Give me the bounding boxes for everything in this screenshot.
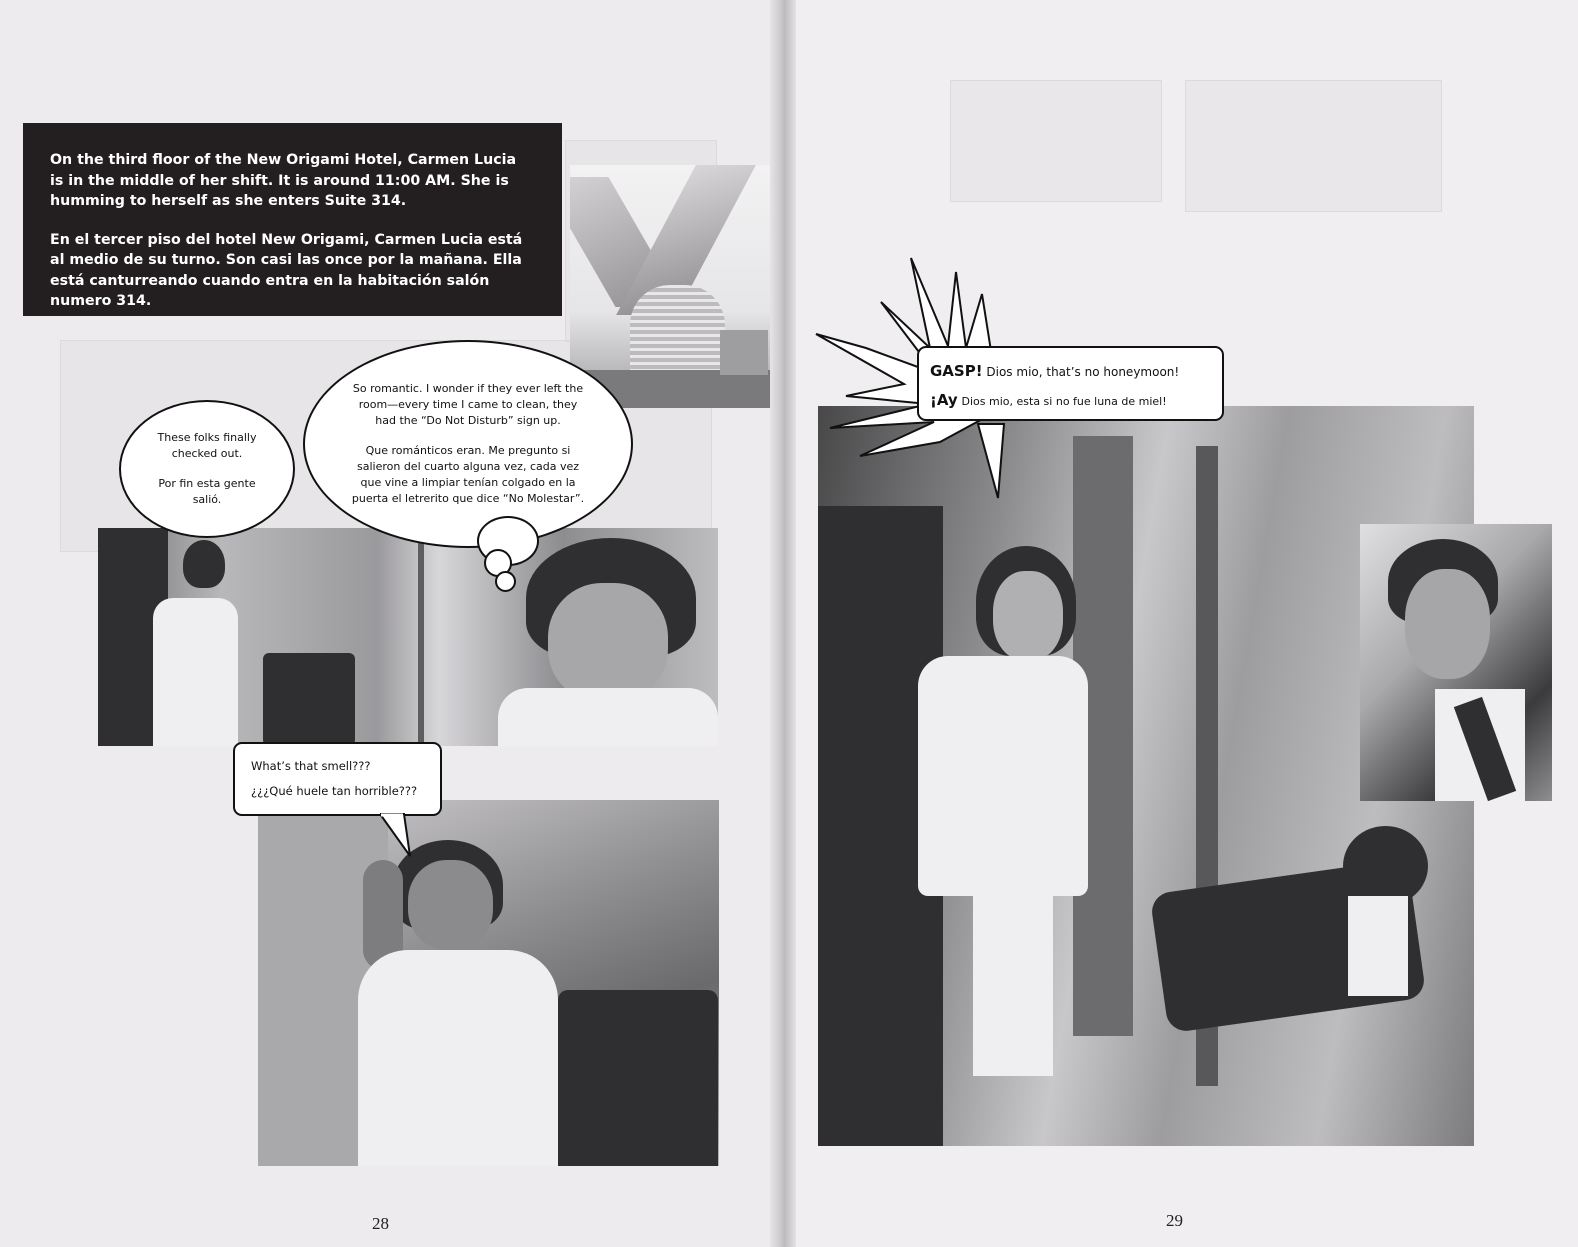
maid-entering-room-photo (98, 528, 718, 746)
thought-bubble-romantic (303, 340, 633, 548)
thought-tail-circle-small (495, 571, 516, 592)
thought-small-english: These folks finally checked out. (157, 431, 257, 460)
gasp-spanish: Dios mio, esta si no fue luna de miel! (961, 395, 1167, 408)
book-gutter (770, 0, 796, 1247)
show-through-text (950, 80, 1162, 202)
gasp-english-bold: GASP! (930, 362, 983, 380)
gasp-english: Dios mio, that’s no honeymoon! (986, 365, 1180, 379)
maid-smelling-photo (258, 800, 719, 1166)
man-slumped-closeup-photo (1360, 524, 1552, 801)
thought-large-english: So romantic. I wonder if they ever left the room—every time I came to clean, they had the “Do Not Disturb” sign up. (352, 382, 584, 427)
gasp-spanish-bold: ¡Ay (930, 391, 958, 409)
show-through-text (1185, 80, 1442, 212)
speech-tail-smell (380, 812, 416, 858)
thought-bubble-checked-out (119, 400, 295, 538)
thought-small-spanish: Por fin esta gente salió. (158, 477, 256, 506)
page-number-left: 28 (372, 1214, 389, 1233)
narration-caption (23, 123, 562, 316)
hotel-building-photo (570, 165, 770, 408)
caption-english: On the third floor of the New Origami Hotel, Carmen Lucia is in the middle of her shift. It is around 11:00 AM. She is humming to herself as she enters Suite 314. (50, 152, 517, 209)
page-number-right: 29 (1166, 1211, 1183, 1230)
thought-large-spanish: Que románticos eran. Me pregunto si salieron del cuarto alguna vez, cada vez que vine a limpiar tenían colgado en la puerta el letrerito que dice “No Molestar”. (351, 444, 585, 505)
speech-smell-spanish: ¿¿¿Qué huele tan horrible??? (251, 784, 418, 798)
speech-bubble-smell (233, 742, 442, 816)
speech-bubble-gasp (917, 346, 1224, 421)
caption-spanish: En el tercer piso del hotel New Origami, Carmen Lucia está al medio de su turno. Son casi las once por la mañana. Ella está canturreando cuando entra en la habitación salón numero 314. (50, 231, 523, 309)
speech-smell-english: What’s that smell??? (251, 759, 371, 773)
